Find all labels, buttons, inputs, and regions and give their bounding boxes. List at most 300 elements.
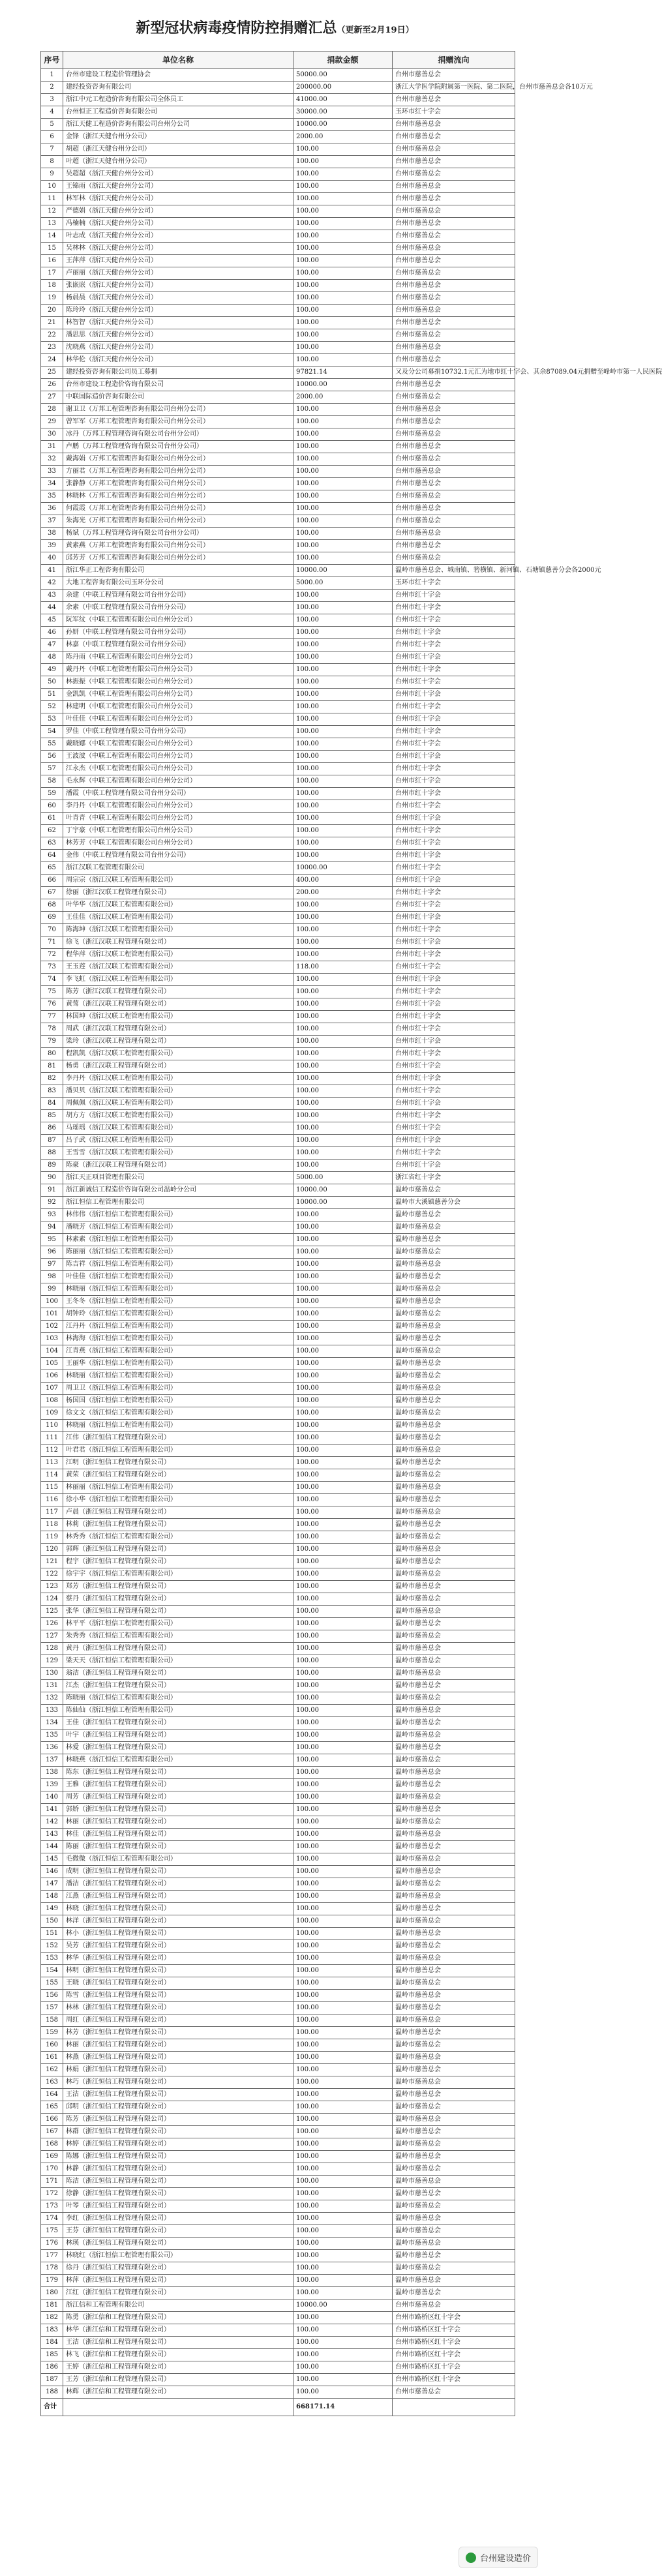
- cell-destination: 台州市慈善总会: [393, 503, 515, 515]
- table-row: [41, 565, 515, 577]
- cell-destination: 台州市慈善总会: [393, 391, 515, 404]
- cell-destination: 温岭市慈善总会: [393, 1321, 515, 1333]
- cell-amount: 100.00: [293, 788, 393, 800]
- cell-destination: 温岭市慈善总会: [393, 2138, 515, 2151]
- cell-seq: 165: [41, 2101, 63, 2114]
- cell-destination: 温岭市慈善总会: [393, 1816, 515, 1829]
- cell-unit: 程华萍（浙江汉联工程管理有限公司）: [63, 949, 293, 961]
- cell-unit: 梁天天（浙江恒信工程管理有限公司）: [63, 1655, 293, 1668]
- cell-amount: 10000.00: [293, 565, 393, 577]
- cell-seq: 4: [41, 106, 63, 119]
- cell-amount: 100.00: [293, 1432, 393, 1445]
- cell-destination: 玉环市红十字会: [393, 106, 515, 119]
- cell-amount: 100.00: [293, 1593, 393, 1606]
- cell-destination: 台州市红十字会: [393, 639, 515, 651]
- table-row: [41, 1816, 515, 1829]
- cell-seq: 131: [41, 1680, 63, 1692]
- table-row: [41, 775, 515, 788]
- cell-seq: 77: [41, 1011, 63, 1023]
- cell-unit: 林振振（中联工程管理有限公司台州分公司）: [63, 676, 293, 689]
- cell-seq: 8: [41, 156, 63, 168]
- cell-amount: 2000.00: [293, 391, 393, 404]
- cell-seq: 13: [41, 218, 63, 230]
- cell-seq: 5: [41, 119, 63, 131]
- cell-amount: 100.00: [293, 1630, 393, 1643]
- cell-destination: 台州市慈善总会: [393, 230, 515, 243]
- table-row: [41, 850, 515, 862]
- cell-unit: 卢鹏（万邦工程管理咨询有限公司台州分公司）: [63, 441, 293, 453]
- cell-destination: 温岭市慈善总会: [393, 1779, 515, 1791]
- cell-seq: 84: [41, 1098, 63, 1110]
- table-row: [41, 428, 515, 441]
- watermark-text: 台州建设造价: [479, 2554, 531, 2564]
- cell-seq: 132: [41, 1692, 63, 1705]
- table-row: [41, 1692, 515, 1705]
- cell-destination: 温岭市慈善总会: [393, 2002, 515, 2014]
- cell-seq: 30: [41, 428, 63, 441]
- cell-unit: 林林（浙江恒信工程管理有限公司）: [63, 2002, 293, 2014]
- table-row: [41, 1519, 515, 1531]
- cell-unit: 林建明（中联工程管理有限公司台州分公司）: [63, 701, 293, 713]
- wechat-icon: [466, 2553, 476, 2563]
- cell-destination: 温岭市慈善总会: [393, 2275, 515, 2287]
- total-row: [41, 2399, 515, 2416]
- table-row: [41, 528, 515, 540]
- cell-unit: 林洋（浙江恒信工程管理有限公司）: [63, 1915, 293, 1928]
- cell-unit: 王芳（浙江信和工程管理有限公司）: [63, 2374, 293, 2386]
- cell-amount: 100.00: [293, 1271, 393, 1283]
- cell-destination: 台州市慈善总会: [393, 69, 515, 82]
- cell-seq: 21: [41, 317, 63, 329]
- cell-amount: 100.00: [293, 2151, 393, 2163]
- table-row: [41, 1568, 515, 1581]
- table-row: [41, 1407, 515, 1420]
- table-row: [41, 2312, 515, 2324]
- cell-destination: 台州市红十字会: [393, 775, 515, 788]
- table-row: [41, 2188, 515, 2200]
- cell-unit: 林丽（浙江恒信工程管理有限公司）: [63, 1816, 293, 1829]
- cell-amount: 100.00: [293, 2287, 393, 2299]
- cell-seq: 92: [41, 1197, 63, 1209]
- cell-seq: 137: [41, 1754, 63, 1767]
- cell-amount: 100.00: [293, 317, 393, 329]
- cell-amount: 100.00: [293, 912, 393, 924]
- cell-seq: 11: [41, 193, 63, 205]
- table-row: [41, 1544, 515, 1556]
- cell-amount: 100.00: [293, 1420, 393, 1432]
- cell-destination: 温岭市慈善总会: [393, 2151, 515, 2163]
- cell-amount: 100.00: [293, 428, 393, 441]
- cell-amount: 100.00: [293, 1482, 393, 1494]
- cell-destination: 台州市红十字会: [393, 726, 515, 738]
- cell-seq: 101: [41, 1308, 63, 1321]
- table-row: [41, 887, 515, 899]
- cell-destination: 台州市红十字会: [393, 1060, 515, 1073]
- cell-seq: 33: [41, 466, 63, 478]
- table-row: [41, 267, 515, 280]
- table-row: [41, 1445, 515, 1457]
- cell-destination: 温岭市慈善总会: [393, 1506, 515, 1519]
- cell-destination: 台州市慈善总会: [393, 292, 515, 305]
- cell-amount: 100.00: [293, 701, 393, 713]
- cell-amount: 100.00: [293, 1643, 393, 1655]
- cell-seq: 68: [41, 899, 63, 912]
- cell-unit: 林国坤（浙江汉联工程管理有限公司）: [63, 1011, 293, 1023]
- table-row: [41, 961, 515, 974]
- cell-amount: 100.00: [293, 2052, 393, 2064]
- cell-destination: 温岭市慈善总会: [393, 2101, 515, 2114]
- cell-destination: 台州市红十字会: [393, 751, 515, 763]
- cell-unit: 林晓红（浙江恒信工程管理有限公司）: [63, 2250, 293, 2262]
- table-row: [41, 751, 515, 763]
- cell-amount: 100.00: [293, 763, 393, 775]
- cell-destination: 温岭市慈善总会: [393, 1221, 515, 1234]
- cell-seq: 123: [41, 1581, 63, 1593]
- cell-seq: 94: [41, 1221, 63, 1234]
- table-body: [41, 69, 662, 2399]
- cell-amount: 100.00: [293, 143, 393, 156]
- cell-seq: 87: [41, 1135, 63, 1147]
- cell-unit: 林素素（浙江恒信工程管理有限公司）: [63, 1234, 293, 1246]
- table-row: [41, 205, 515, 218]
- cell-amount: 118.00: [293, 961, 393, 974]
- cell-destination: 台州市红十字会: [393, 875, 515, 887]
- cell-seq: 125: [41, 1606, 63, 1618]
- cell-unit: 林燕（浙江恒信工程管理有限公司）: [63, 2052, 293, 2064]
- cell-seq: 187: [41, 2374, 63, 2386]
- cell-seq: 42: [41, 577, 63, 590]
- cell-unit: 江燕（浙江恒信工程管理有限公司）: [63, 1891, 293, 1903]
- cell-destination: 温岭市慈善总会: [393, 1878, 515, 1891]
- cell-destination: 温岭市慈善总会: [393, 1494, 515, 1506]
- cell-seq: 50: [41, 676, 63, 689]
- cell-amount: 100.00: [293, 998, 393, 1011]
- cell-amount: 100.00: [293, 552, 393, 565]
- cell-destination: 台州市红十字会: [393, 1098, 515, 1110]
- cell-amount: 100.00: [293, 899, 393, 912]
- table-row: [41, 1742, 515, 1754]
- cell-unit: 王玉莲（浙江汉联工程管理有限公司）: [63, 961, 293, 974]
- cell-unit: 林飞（浙江信和工程管理有限公司）: [63, 2349, 293, 2361]
- cell-seq: 167: [41, 2126, 63, 2138]
- cell-destination: 温岭市慈善总会: [393, 2262, 515, 2275]
- total-label: 合计: [41, 2399, 63, 2416]
- cell-amount: 100.00: [293, 515, 393, 528]
- cell-unit: 浙江新诚信工程造价咨询有限公司温岭分公司: [63, 1184, 293, 1197]
- cell-destination: 台州市慈善总会: [393, 552, 515, 565]
- cell-seq: 110: [41, 1420, 63, 1432]
- cell-amount: 100.00: [293, 2089, 393, 2101]
- cell-unit: 林婷（浙江恒信工程管理有限公司）: [63, 2138, 293, 2151]
- cell-amount: 100.00: [293, 986, 393, 998]
- cell-amount: 100.00: [293, 775, 393, 788]
- table-row: [41, 1221, 515, 1234]
- table-row: [41, 490, 515, 503]
- cell-seq: 155: [41, 1977, 63, 1990]
- cell-unit: 陈芳（浙江恒信工程管理有限公司）: [63, 2114, 293, 2126]
- cell-amount: 100.00: [293, 1829, 393, 1841]
- table-row: [41, 1531, 515, 1544]
- cell-unit: 陈丽（浙江恒信工程管理有限公司）: [63, 1841, 293, 1853]
- table-row: [41, 1853, 515, 1866]
- cell-seq: 54: [41, 726, 63, 738]
- table-row: [41, 1395, 515, 1407]
- cell-amount: 100.00: [293, 2188, 393, 2200]
- cell-destination: 台州市红十字会: [393, 676, 515, 689]
- cell-unit: 方丽君（万邦工程管理咨询有限公司台州分公司）: [63, 466, 293, 478]
- table-row: [41, 2089, 515, 2101]
- cell-unit: 杨斌（万邦工程管理咨询有限公司台州分公司）: [63, 528, 293, 540]
- cell-amount: 100.00: [293, 1011, 393, 1023]
- column-header-amount: 捐款金额: [293, 52, 393, 69]
- cell-seq: 31: [41, 441, 63, 453]
- cell-seq: 184: [41, 2337, 63, 2349]
- cell-destination: 台州市慈善总会: [393, 329, 515, 342]
- table-row: [41, 837, 515, 850]
- cell-destination: 温岭市慈善总会: [393, 1791, 515, 1804]
- table-row: [41, 614, 515, 627]
- cell-destination: 台州市慈善总会: [393, 305, 515, 317]
- table-row: [41, 912, 515, 924]
- cell-unit: 徐丹（浙江恒信工程管理有限公司）: [63, 2262, 293, 2275]
- cell-destination: 台州市慈善总会: [393, 205, 515, 218]
- cell-amount: 5000.00: [293, 577, 393, 590]
- cell-amount: 100.00: [293, 676, 393, 689]
- table-row: [41, 936, 515, 949]
- cell-amount: 100.00: [293, 478, 393, 490]
- cell-seq: 177: [41, 2250, 63, 2262]
- table-row: [41, 1172, 515, 1184]
- table-row: [41, 82, 515, 94]
- cell-unit: 林丽（浙江恒信工程管理有限公司）: [63, 2039, 293, 2052]
- table-row: [41, 2361, 515, 2374]
- table-row: [41, 1345, 515, 1358]
- cell-unit: 浙江中元工程造价咨询有限公司全体员工: [63, 94, 293, 106]
- cell-unit: 卢晨（浙江恒信工程管理有限公司）: [63, 1506, 293, 1519]
- cell-seq: 66: [41, 875, 63, 887]
- cell-amount: 10000.00: [293, 119, 393, 131]
- column-header-seq: 序号: [41, 52, 63, 69]
- cell-seq: 188: [41, 2386, 63, 2399]
- cell-seq: 97: [41, 1259, 63, 1271]
- cell-seq: 48: [41, 651, 63, 664]
- cell-unit: 黄莺（浙江汉联工程管理有限公司）: [63, 998, 293, 1011]
- cell-amount: 400.00: [293, 875, 393, 887]
- cell-seq: 174: [41, 2213, 63, 2225]
- table-row: [41, 2064, 515, 2076]
- cell-destination: 温岭市慈善总会: [393, 1283, 515, 1296]
- table-row: [41, 1730, 515, 1742]
- cell-destination: 台州市路桥区红十字会: [393, 2312, 515, 2324]
- cell-destination: 台州市慈善总会: [393, 119, 515, 131]
- cell-seq: 64: [41, 850, 63, 862]
- cell-seq: 180: [41, 2287, 63, 2299]
- cell-unit: 林巧（浙江恒信工程管理有限公司）: [63, 2076, 293, 2089]
- cell-amount: 100.00: [293, 1730, 393, 1742]
- column-header-unit: 单位名称: [63, 52, 293, 69]
- table-row: [41, 651, 515, 664]
- cell-seq: 43: [41, 590, 63, 602]
- table-row: [41, 156, 515, 168]
- cell-amount: 100.00: [293, 2324, 393, 2337]
- cell-seq: 52: [41, 701, 63, 713]
- table-row: [41, 1469, 515, 1482]
- cell-amount: 100.00: [293, 1395, 393, 1407]
- cell-unit: 黄荣（浙江恒信工程管理有限公司）: [63, 1469, 293, 1482]
- cell-destination: 台州市慈善总会: [393, 342, 515, 354]
- cell-destination: 台州市路桥区红十字会: [393, 2374, 515, 2386]
- cell-seq: 106: [41, 1370, 63, 1383]
- cell-destination: 台州市红十字会: [393, 850, 515, 862]
- cell-amount: 100.00: [293, 924, 393, 936]
- cell-seq: 142: [41, 1816, 63, 1829]
- cell-destination: 台州市红十字会: [393, 961, 515, 974]
- cell-unit: 周芳（浙江恒信工程管理有限公司）: [63, 1791, 293, 1804]
- cell-unit: 林爱（浙江恒信工程管理有限公司）: [63, 1742, 293, 1754]
- cell-amount: 100.00: [293, 1370, 393, 1383]
- total-empty: [393, 2399, 515, 2416]
- cell-unit: 中联国际造价咨询有限公司: [63, 391, 293, 404]
- cell-seq: 6: [41, 131, 63, 143]
- table-row: [41, 1977, 515, 1990]
- cell-unit: 程宇（浙江恒信工程管理有限公司）: [63, 1556, 293, 1568]
- cell-seq: 134: [41, 1717, 63, 1730]
- cell-unit: 杨晨晨（浙江天健台州分公司）: [63, 292, 293, 305]
- cell-seq: 7: [41, 143, 63, 156]
- cell-unit: 毛微微（浙江恒信工程管理有限公司）: [63, 1853, 293, 1866]
- cell-unit: 林静（浙江恒信工程管理有限公司）: [63, 2163, 293, 2176]
- table-row: [41, 143, 515, 156]
- cell-unit: 徐宇宇（浙江恒信工程管理有限公司）: [63, 1568, 293, 1581]
- table-row: [41, 2138, 515, 2151]
- cell-destination: 台州市慈善总会: [393, 168, 515, 181]
- cell-amount: 100.00: [293, 1469, 393, 1482]
- table-row: [41, 1767, 515, 1779]
- cell-amount: 100.00: [293, 1977, 393, 1990]
- cell-amount: 100.00: [293, 1965, 393, 1977]
- table-row: [41, 1023, 515, 1036]
- cell-seq: 156: [41, 1990, 63, 2002]
- cell-seq: 115: [41, 1482, 63, 1494]
- table-row: [41, 2250, 515, 2262]
- cell-unit: 叶志成（浙江天健台州分公司）: [63, 230, 293, 243]
- cell-unit: 朱海光（万邦工程管理咨询有限公司台州分公司）: [63, 515, 293, 528]
- cell-destination: 温岭市慈善总会: [393, 2114, 515, 2126]
- cell-amount: 100.00: [293, 2039, 393, 2052]
- cell-amount: 100.00: [293, 1940, 393, 1953]
- table-row: [41, 168, 515, 181]
- cell-amount: 200000.00: [293, 82, 393, 94]
- cell-destination: 温岭市慈善总会: [393, 1915, 515, 1928]
- cell-seq: 99: [41, 1283, 63, 1296]
- cell-unit: 吴超超（浙江天健台州分公司）: [63, 168, 293, 181]
- cell-amount: 100.00: [293, 974, 393, 986]
- cell-amount: 100.00: [293, 1791, 393, 1804]
- cell-amount: 100.00: [293, 1457, 393, 1469]
- cell-destination: 台州市慈善总会: [393, 193, 515, 205]
- cell-destination: 台州市慈善总会: [393, 428, 515, 441]
- table-row: [41, 1779, 515, 1791]
- table-row: [41, 1457, 515, 1469]
- cell-unit: 徐飞（浙江汉联工程管理有限公司）: [63, 936, 293, 949]
- cell-seq: 44: [41, 602, 63, 614]
- cell-amount: 100.00: [293, 1742, 393, 1754]
- cell-destination: 温岭市慈善总会: [393, 1345, 515, 1358]
- table-row: [41, 676, 515, 689]
- cell-seq: 82: [41, 1073, 63, 1085]
- cell-seq: 153: [41, 1953, 63, 1965]
- cell-unit: 林伟伟（浙江恒信工程管理有限公司）: [63, 1209, 293, 1221]
- cell-seq: 172: [41, 2188, 63, 2200]
- table-row: [41, 478, 515, 490]
- cell-amount: 100.00: [293, 1098, 393, 1110]
- cell-unit: 陈晓丽（浙江恒信工程管理有限公司）: [63, 1692, 293, 1705]
- cell-amount: 100.00: [293, 1804, 393, 1816]
- title-subtitle: （更新至2月19日）: [337, 25, 414, 35]
- table-row: [41, 1494, 515, 1506]
- table-row: [41, 503, 515, 515]
- cell-destination: 温岭市慈善总会: [393, 1730, 515, 1742]
- cell-seq: 135: [41, 1730, 63, 1742]
- table-row: [41, 2027, 515, 2039]
- cell-seq: 45: [41, 614, 63, 627]
- table-row: [41, 1680, 515, 1692]
- cell-unit: 李丹丹（中联工程管理有限公司台州分公司）: [63, 800, 293, 813]
- cell-destination: 台州市慈善总会: [393, 94, 515, 106]
- cell-unit: 程凯凯（浙江汉联工程管理有限公司）: [63, 1048, 293, 1060]
- cell-amount: 100.00: [293, 1556, 393, 1568]
- cell-unit: 叶佳佳（浙江恒信工程管理有限公司）: [63, 1271, 293, 1283]
- cell-amount: 100.00: [293, 2361, 393, 2374]
- table-row: [41, 1618, 515, 1630]
- cell-seq: 47: [41, 639, 63, 651]
- cell-unit: 林晓丽（浙江恒信工程管理有限公司）: [63, 1420, 293, 1432]
- cell-amount: 100.00: [293, 713, 393, 726]
- cell-unit: 黄素燕（万邦工程管理咨询有限公司台州分公司）: [63, 540, 293, 552]
- cell-seq: 111: [41, 1432, 63, 1445]
- table-row: [41, 354, 515, 367]
- cell-unit: 林芳（浙江恒信工程管理有限公司）: [63, 2027, 293, 2039]
- cell-unit: 林莉（浙江恒信工程管理有限公司）: [63, 1519, 293, 1531]
- cell-amount: 10000.00: [293, 862, 393, 875]
- cell-unit: 浙江信和工程管理有限公司: [63, 2299, 293, 2312]
- cell-unit: 卢丽丽（浙江天健台州分公司）: [63, 267, 293, 280]
- cell-seq: 164: [41, 2089, 63, 2101]
- table-row: [41, 2238, 515, 2250]
- cell-destination: 又及分公司募捐10732.1元汇为地市红十字会、其余87089.04元捐赠至峰岭市第一人民医院: [393, 367, 515, 379]
- cell-destination: 台州市红十字会: [393, 763, 515, 775]
- table-row: [41, 2287, 515, 2299]
- table-row: [41, 2349, 515, 2361]
- cell-destination: 台州市红十字会: [393, 1110, 515, 1122]
- cell-amount: 100.00: [293, 2386, 393, 2399]
- cell-amount: 100.00: [293, 267, 393, 280]
- table-row: [41, 1048, 515, 1060]
- cell-destination: 台州市慈善总会: [393, 379, 515, 391]
- cell-amount: 100.00: [293, 1135, 393, 1147]
- cell-amount: 100.00: [293, 590, 393, 602]
- cell-seq: 41: [41, 565, 63, 577]
- cell-amount: 100.00: [293, 1928, 393, 1940]
- cell-destination: 台州市红十字会: [393, 1085, 515, 1098]
- cell-seq: 46: [41, 627, 63, 639]
- cell-destination: 温岭市慈善总会: [393, 2027, 515, 2039]
- table-row: [41, 1283, 515, 1296]
- cell-amount: 100.00: [293, 664, 393, 676]
- cell-destination: 温岭市慈善总会: [393, 2089, 515, 2101]
- cell-unit: 王丽华（浙江恒信工程管理有限公司）: [63, 1358, 293, 1370]
- table-row: [41, 416, 515, 428]
